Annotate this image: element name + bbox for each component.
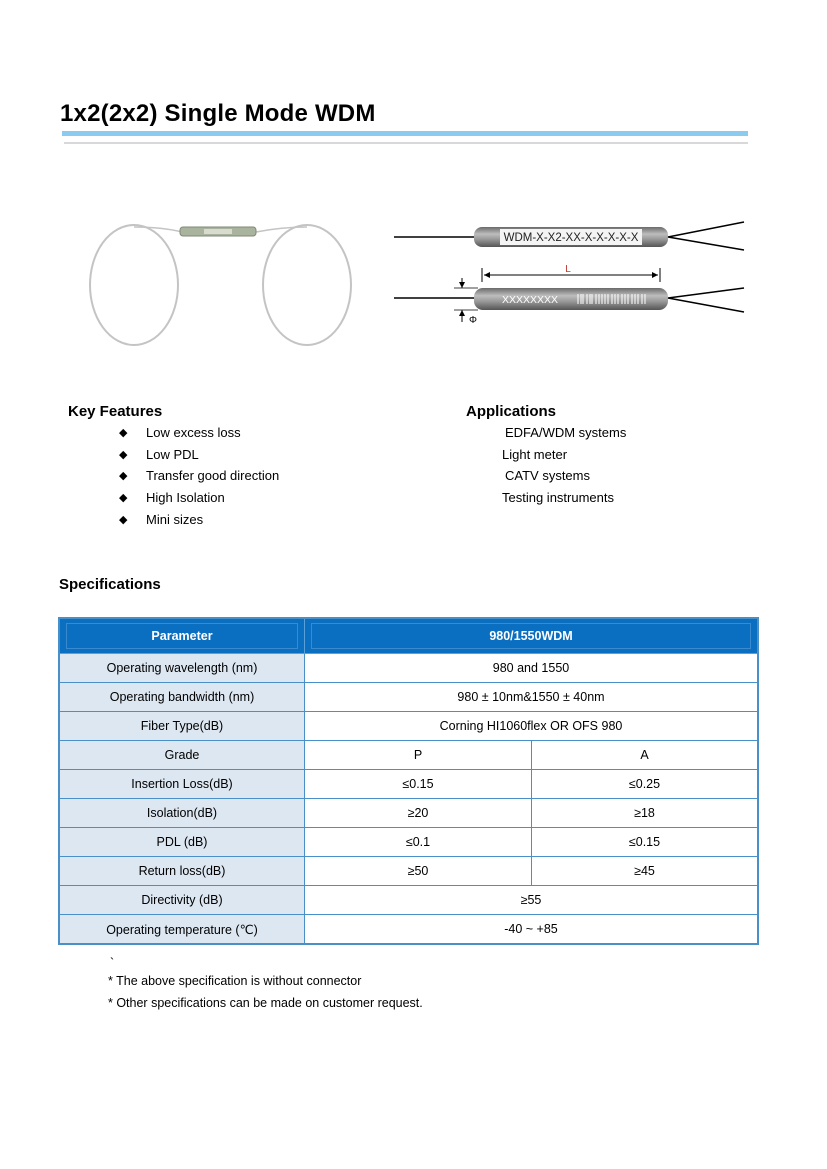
table-row [59,857,758,886]
note-text: * The above specification is without connector [108,974,362,988]
feature-item: Mini sizes [146,512,204,527]
title-underline [62,131,748,136]
bullet-icon: ◆ [119,470,128,482]
feature-item: Transfer good direction [146,468,280,483]
table-row [59,799,758,828]
grade-a-cell: ≥18 [532,799,759,828]
specifications-heading: Specifications [59,576,161,593]
application-item: CATV systems [505,468,590,483]
wdm-serial-label: XXXXXXXX [502,294,559,306]
application-item: EDFA/WDM systems [505,425,627,440]
note-text: * Other specifications can be made on customer request. [108,996,423,1010]
grade-p-cell: ≥20 [305,799,532,828]
application-item: Light meter [502,447,568,462]
table-row [59,683,758,712]
table-row [59,886,758,915]
bullet-icon: ◆ [119,514,128,526]
title-divider [64,142,748,144]
value-cell: -40 ~ +85 [305,915,759,945]
param-cell: Operating wavelength (nm) [59,654,305,683]
key-features-heading: Key Features [68,403,163,420]
param-cell: Operating bandwidth (nm) [59,683,305,712]
grade-a-cell: A [532,741,759,770]
grade-a-cell: ≤0.25 [532,770,759,799]
table-row [59,712,758,741]
table-row [59,654,758,683]
param-cell: Grade [59,741,305,770]
param-cell: Operating temperature (℃) [59,915,305,945]
applications-heading: Applications [466,403,557,420]
feature-item: Low excess loss [146,425,241,440]
grade-p-cell: ≥50 [305,857,532,886]
value-cell: ≥55 [305,886,759,915]
table-row [59,828,758,857]
bullet-icon: ◆ [119,449,128,461]
value-cell: 980 ± 10nm&1550 ± 40nm [305,683,759,712]
grade-p-cell: ≤0.15 [305,770,532,799]
param-cell: PDL (dB) [59,828,305,857]
note-mark: ` [110,956,115,970]
value-cell: Corning HI1060flex OR OFS 980 [305,712,759,741]
feature-item: Low PDL [146,447,199,462]
feature-item: High Isolation [146,490,225,505]
grade-a-cell: ≤0.15 [532,828,759,857]
table-header-row [59,618,758,654]
param-cell: Insertion Loss(dB) [59,770,305,799]
param-cell: Directivity (dB) [59,886,305,915]
wdm-part-label: WDM-X-X2-XX-X-X-X-X-X [503,232,639,244]
diameter-dimension-label: Φ [469,315,477,326]
page-title: 1x2(2x2) Single Mode WDM [60,100,376,127]
header-cell-model: 980/1550WDM [305,618,759,654]
table-row [59,741,758,770]
param-cell: Return loss(dB) [59,857,305,886]
bullet-icon: ◆ [119,427,128,439]
header-cell-parameter: Parameter [59,618,305,654]
param-cell: Isolation(dB) [59,799,305,828]
bullet-icon: ◆ [119,492,128,504]
grade-a-cell: ≥45 [532,857,759,886]
length-dimension-label: L [565,264,571,275]
table-row [59,915,758,945]
table-row [59,770,758,799]
wdm-dimension-diagram [384,210,754,335]
fiber-coil-image [82,215,362,355]
value-cell: 980 and 1550 [305,654,759,683]
specifications-table [58,617,759,945]
grade-p-cell: ≤0.1 [305,828,532,857]
application-item: Testing instruments [502,490,614,505]
param-cell: Fiber Type(dB) [59,712,305,741]
grade-p-cell: P [305,741,532,770]
